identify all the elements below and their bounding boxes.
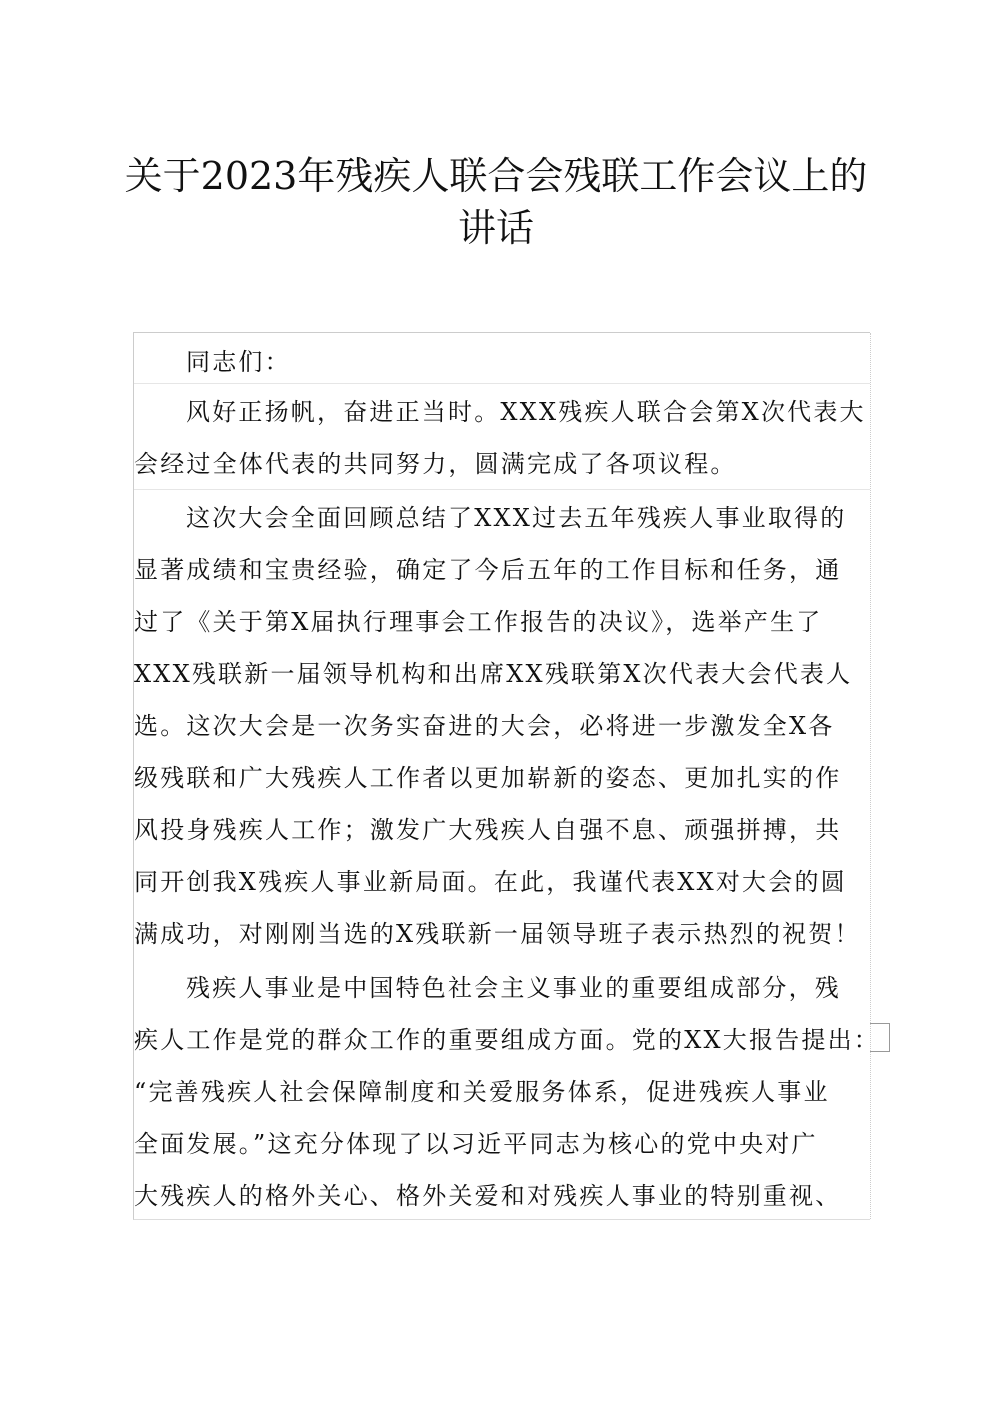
text-line: 风好正扬帆，奋进正当时。XXX残疾人联合会第X次代表大: [186, 398, 866, 426]
document-title: [100, 150, 892, 254]
text-line: 这次大会全面回顾总结了XXX过去五年残疾人事业取得的: [186, 504, 847, 532]
text-line: 会经过全体代表的共同努力，圆满完成了各项议程。: [134, 450, 737, 478]
text-line: 过了《关于第X届执行理事会工作报告的决议》，选举产生了: [134, 608, 823, 636]
text-line: 级残联和广大残疾人工作者以更加崭新的姿态、更加扎实的作: [134, 764, 842, 792]
title-line: 讲话: [457, 206, 534, 250]
salutation-paragraph: [134, 333, 870, 384]
text-line: 显著成绩和宝贵经验，确定了今后五年的工作目标和任务，通: [134, 556, 842, 584]
text-line: 风投身残疾人工作；激发广大残疾人自强不息、顽强拼搏，共: [134, 816, 842, 844]
text-line: 残疾人事业是中国特色社会主义事业的重要组成部分，残: [186, 974, 841, 1002]
title-line: 关于2023年残疾人联合会残联工作会议上的: [124, 154, 868, 198]
opening-paragraph: [134, 384, 870, 490]
significance-paragraph: [134, 960, 880, 1222]
text-line: XXX残联新一届领导机构和出席XX残联第X次代表大会代表人: [134, 660, 853, 688]
text-line: 同开创我X残疾人事业新局面。在此，我谨代表XX对大会的圆: [134, 868, 847, 896]
document-body: [133, 332, 880, 1220]
review-paragraph: [134, 490, 870, 960]
text-line: 全面发展。”这充分体现了以习近平同志为核心的党中央对广: [134, 1130, 818, 1158]
text-line: 疾人工作是党的群众工作的重要组成方面。党的XX大报告提出：: [134, 1026, 880, 1054]
text-line: 大残疾人的格外关心、格外关爱和对残疾人事业的特别重视、: [134, 1182, 842, 1210]
text-line: 同志们：: [186, 348, 291, 376]
text-line: 满成功，对刚刚当选的X残联新一届领导班子表示热烈的祝贺！: [134, 920, 861, 948]
text-line: “完善残疾人社会保障制度和关爱服务体系，促进残疾人事业: [134, 1078, 830, 1106]
comment-marker: [870, 1023, 890, 1052]
text-line: 选。这次大会是一次务实奋进的大会，必将进一步激发全X各: [134, 712, 835, 740]
